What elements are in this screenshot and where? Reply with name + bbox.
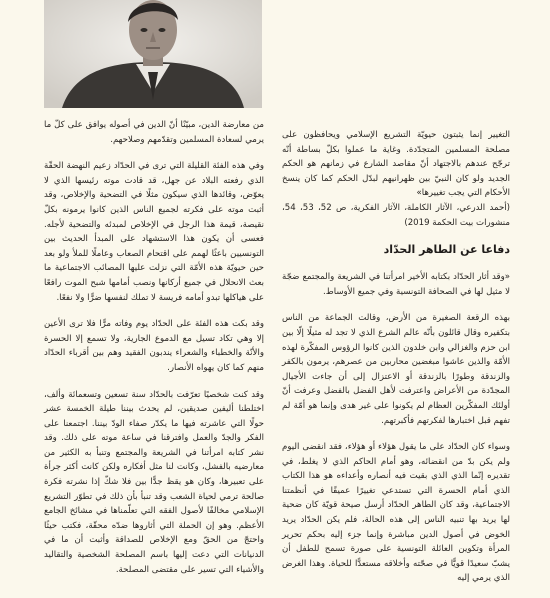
paragraph: وفي هذه الفئة القليلة التي ترى في الحدّاد زعيم النهضة الحقّة الذي رفعته البلاد عن جهل، قد قادت موته رئيسها الذي لا يعوّض، وقائدها الذي سيكون مثلًا في التضحية والإخلاص، وقد أثبت موته على فكرته لجميع الناس الذين كانوا يرمونه بكلّ نقيصة، قيمة هذا الرجل في الإخلاص لمبدئه والتضحية لأجله. فعسى أن يكون هذا الاستشهاد على المبدأ الحديث بين التونسيين باعثًا لهمم على اقتحام الصعاب وعاملًا للملأ ولو بعد حين حيويّة هذه الأمّة التي نزلت عليها المصائب الاجتماعية ما بعث الانحلال في جميع أركانها ونصب أمامها شبح الموت رافعًا على هياكلها تبدو أمامه فريسة لا تملك لنفسها ضرًّا ولا نفعًا. (44, 161, 264, 303)
portrait-image (44, 0, 262, 108)
paragraph: وقد بكت هذه الفئة على الحدّاد يوم وفاته مرًّا فلا ترى الأعين إلا وهي تكاد تسيل مع الدموع الجارية، ولا تسمع إلا الحسرة والأنّة والخطباء والشعراء يندبون الفقيد وهم بين أقرباء الحدّاد منهم كما كان يهواه الأنصار. (44, 319, 264, 373)
paragraph: بهذه الرقعة الصغيرة من الأرض، وقالت الجماعة من الناس بتكفيره وقال قائلون بأنّه عالم الشرع الذي لا تجد له مثيلًا إلّا بين ابن حزم والغزالي وابن خلدون الذين كانوا الرؤوس المفكّرة لهذه الأمّة والذين عاشوا مبغضين محاربين من عصرهم، يرمون بالكفر والزندقة وطورًا بالزندقة أو الاعتزال إلى أن جاءت الأجيال المجدّدة من الأعراض واعترفت لأهل الفضل بالفضل وعرفت أنّ أولئك المفكّرين العظام لم يكونوا على غير هدى وإنما هو أمّة لم تفهم قبل اختبارها لفكرتهم فأكبرتهم. (282, 313, 510, 426)
section-heading: دفاعا عن الطاهر الحدّاد (383, 243, 510, 257)
paragraph: التغيير إنما يثبتون حيويّة التشريع الإسلامي ويحافظون على مصلحة المسلمين المتجدّدة. وغاية ما عملوا بكلّ بساطة أنّه ترجّح عندهم بالاجتهاد أنّ مقاصد الشارع في زمانهم هو الحكم الجديد ولو كان النبيّ بين ظهرانيهم لبدّل الحكم كما كان ينسخ الأحكام التي يجب تغييرها» (282, 130, 510, 199)
portrait-photo (44, 0, 262, 108)
citation: (أحمد الدرعي، الآثار الكاملة، الآثار الفكرية، ص 52، 53، 54، منشورات بيت الحكمة 2019) (282, 202, 510, 228)
left-column (44, 118, 264, 589)
paragraph: من معارضة الدين، مبيّنًا أنّ الدين في أصوله يوافق على كلّ ما يرمي لسعادة المسلمين وتقدّمهم وصلاحهم. (44, 120, 264, 145)
paragraph: وسواء كان الحدّاد على ما يقول هؤلاء أو هؤلاء، فقد انقضى اليوم ولم يكن بدّ من انقضائه، وهو أمام الحاكم الذي لا يغلط، في تقديره إنّما الذي الذي بقيت فيه أنصاره وأعداءه هو هذا الكتاب الذي أمام الحسرة التي تستدعي تغييرًا عميقًا في أنظمتنا الاجتماعية، وقد كان الطاهر الحدّاد أرسل صيحة قويّة كان ضحية لها يريد بها تنبيه الناس إلى هذه الحالة، فلم يكن الحدّاد يريد الخوض في أصول الدين مباشرة وإنما جزء إليه بحكم تحرير المرأة وتكوين العائلة التونسية على صورة تسمح للطفل أن يشبّ سعيدًا قويًّا في صحّته وأخلاقه مستعدًّا للحياة. وهذا الغرض الذي يرمي إليه (282, 442, 510, 584)
quote-paragraph: «وقد أثار الحدّاد بكتابه الأخير امرأتنا في الشريعة والمجتمع ضجّة لا مثيل لها في الصحافة التونسية وفي جميع الأوساط. (282, 272, 510, 297)
paragraph: وقد كنت شخصيًا تعرّفت بالحدّاد سنة تسعين وتسعمائة وألف، اختلطنا أليفين صديقين، لم يحدث بيننا طيلة الخمسة عشر حولًا التي عاشرته فيها ما يكدّر صفاء الودّ بيننا. اجتمعنا على الفكر والجدّ والعمل وافترقنا في ساعة موته على ذلك. وقد نشر كتابه امرأتنا في الشريعة والمجتمع وتنبأ به الكثير من معارضيه بالفشل، وكانت لنا مثل أفكاره ولكن كانت أكثر جرأة على تعبيرها، وكان هو يقظ جدًّا بين فلا شكّ إذا نشرته فكرة صالحة ترمي لحياة الشعب وقد تنبأ بأن ذلك في تطوّر التشريع الإسلامي مخالفًا لأصول الفقه التي تعلّمناها في مشائخ الجامع الأعظم. وهو إن الحملة التي أثاروها ضدّه محقّة، فكتب حيثًا واحتجّ من الحقّ ومع الإخلاص للصداقة وأثبت أن ما في الدنيانات التي دعت إليها باسم المصلحة الشخصية والتقاليد والأشياء التي تسير على مقتضى المصلحة. (44, 389, 264, 575)
right-column (282, 128, 510, 598)
